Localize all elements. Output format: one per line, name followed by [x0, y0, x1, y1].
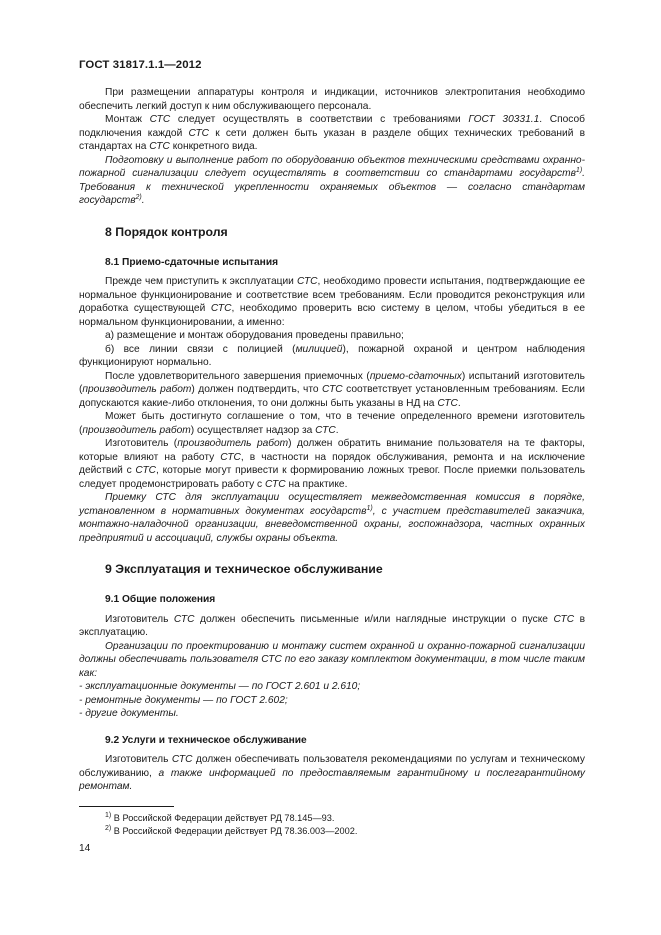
- footnote-ref-1[interactable]: 1): [575, 167, 583, 174]
- doc-list-item: - другие документы.: [79, 708, 179, 719]
- section-8-heading: 8 Порядок контроля: [105, 224, 228, 239]
- section-8-paragraph-3: Может быть достигнуто соглашение о том, что в течение определенного времени изготовитель (производитель работ) осуществляет надзор за СТС.: [79, 411, 585, 436]
- intro-paragraph-1: При размещении аппаратуры контроля и индикации, источников электропитания необходимо обеспечить легкий доступ к ним обслуживающего персонала.: [79, 87, 585, 112]
- footnote-ref-2[interactable]: 2): [135, 194, 142, 201]
- footnote-divider: [79, 806, 174, 807]
- footnote-1: $^{1)}$ В Российской Федерации действует РД 78.145—93.: [105, 812, 335, 823]
- footnote-2: $^{2)}$ В Российской Федерации действует РД 78.36.003—2002.: [105, 825, 358, 836]
- intro-paragraph-3: Подготовку и выполнение работ по оборудованию объектов техническими средствами охранно-пожарной сигнализации следует осуществлять в соответствии со стандартами государств$^{1)}$. Требования к технической укрепленности охраняемых объектов — согласно стандартам государств$^{2)}$.: [79, 154, 585, 206]
- section-8-paragraph-4: Изготовитель (производитель работ) должен обратить внимание пользователя на те факторы, которые влияют на работу СТС, в частности на порядок обслуживания, ремонта и на исключение действий с СТС, которые могут привести к формированию ложных тревог. После приемки пользователь следует продемонстрировать работу с СТС на практике.: [79, 438, 586, 490]
- footnotes: [105, 812, 357, 838]
- intro-paragraph-2: Монтаж СТС следует осуществлять в соответствии с требованиями ГОСТ 30331.1. Способ подключения каждой СТС к сети должен быть указан в разделе общих технических требований в стандартах на СТС конкретного вида.: [79, 114, 585, 152]
- subsection-8-1-heading: 8.1 Приемо-сдаточные испытания: [105, 256, 279, 268]
- section-8-paragraph-2: После удовлетворительного завершения приемочных (приемо-сдаточных) испытаний изготовитель (производитель работ) должен подтвердить, что СТС соответствует установленным требованиям. Если допускаются какие-либо отклонения, то они должны быть указаны в НД на СТС.: [79, 370, 585, 409]
- section-8-paragraph-1: Прежде чем приступить к эксплуатации СТС, необходимо провести испытания, подтверждающие ее нормальное функционирование и соответствие всем требованиям. Если проводится реконструкция или доработка существующей СТС, необходимо проверить всю систему в целом, чтобы убедиться в ее нормальном функционировании, а именно:: [79, 276, 585, 328]
- section-9-paragraph-2: Организации по проектированию и монтажу систем охранной и охранно-пожарной сигнализации должны обеспечивать пользователя СТС по его заказу комплектом документации, в том числе таким как:: [79, 640, 585, 679]
- list-item-b: б) все линии связи с полицией (милицией), пожарной охраной и центром наблюдения функционируют нормально.: [79, 343, 586, 368]
- subsection-9-2-heading: 9.2 Услуги и техническое обслуживание: [105, 734, 307, 746]
- standard-header: ГОСТ 31817.1.1—2012: [79, 59, 202, 71]
- section-9-heading: 9 Эксплуатация и техническое обслуживание: [105, 562, 383, 576]
- footnote-ref-1[interactable]: 1): [366, 504, 373, 512]
- section-9-paragraph-1: Изготовитель СТС должен обеспечить письменные и/или наглядные инструкции о пуске СТС в эксплуатацию.: [79, 613, 585, 638]
- section-9-paragraph-3: Изготовитель СТС должен обеспечивать пользователя рекомендациями по услугам и техническому обслуживанию, а также информацией по предоставляемым гарантийному и послегарантийному ремонтам.: [79, 754, 585, 792]
- subsection-9-1-heading: 9.1 Общие положения: [105, 594, 216, 605]
- doc-list-item: - эксплуатационные документы — по ГОСТ 2.601 и 2.610;: [79, 681, 361, 692]
- doc-list-item: - ремонтные документы — по ГОСТ 2.602;: [79, 694, 288, 706]
- page-number: 14: [79, 843, 91, 854]
- section-8-paragraph-5: Приемку СТС для эксплуатации осуществляет межведомственная комиссия в порядке, установленном в нормативных документах государств$^{1)}$, с участием представителей заказчика, монтажно-наладочной организации, вневедомственной охраны, госпожнадзора, частных охранных предприятий и ассоциаций, службы охраны объекта.: [79, 492, 586, 544]
- list-item-a: а) размещение и монтаж оборудования проведены правильно;: [105, 330, 404, 341]
- page-body: [79, 86, 585, 794]
